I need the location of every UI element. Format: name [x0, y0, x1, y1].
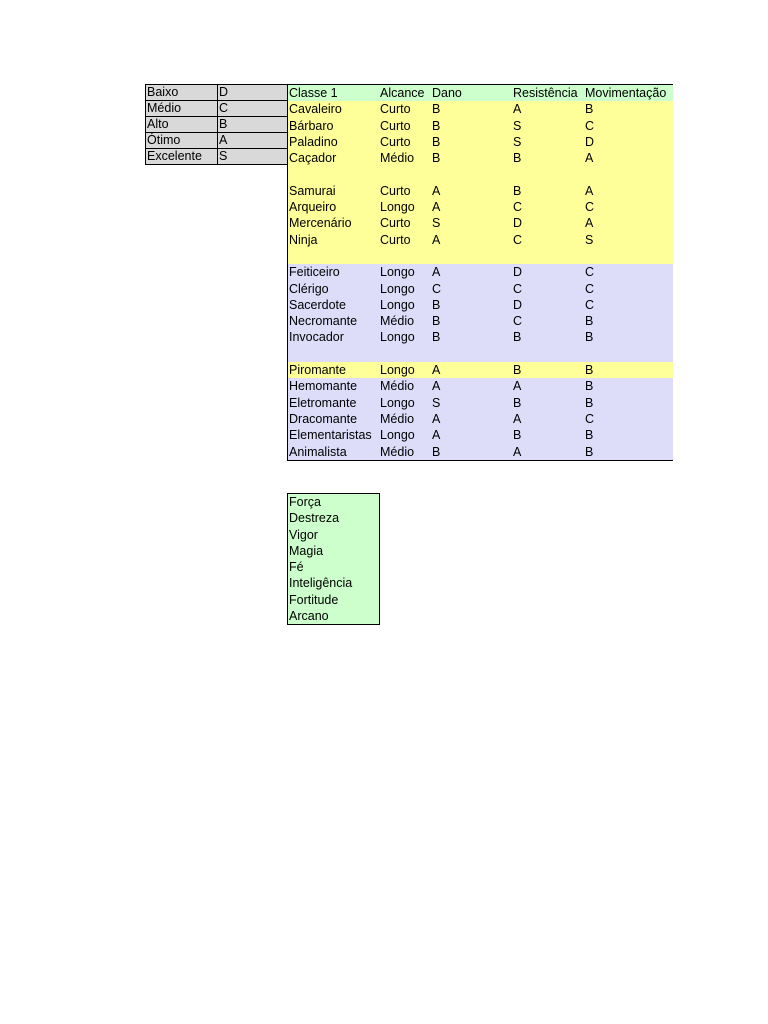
class-damage: C — [432, 281, 442, 296]
class-resistance: B — [513, 183, 522, 198]
class-damage: S — [432, 216, 441, 231]
class-movement: D — [585, 134, 595, 149]
class-damage: S — [432, 395, 441, 410]
table-row — [288, 378, 673, 394]
class-name: Piromante — [289, 363, 346, 378]
attribute-item: Inteligência — [289, 576, 353, 591]
class-damage: A — [432, 428, 441, 443]
attribute-item: Fé — [289, 560, 304, 575]
class-table-header — [288, 85, 673, 101]
header-class: Classe 1 — [289, 86, 338, 100]
class-range: Médio — [380, 444, 415, 459]
class-movement: A — [585, 151, 594, 166]
legend-row — [146, 117, 290, 133]
class-resistance: A — [513, 379, 522, 394]
class-range: Longo — [380, 265, 415, 280]
class-range: Longo — [380, 428, 415, 443]
class-rows — [288, 101, 673, 460]
class-damage: B — [432, 118, 441, 133]
legend-grade: A — [218, 133, 290, 149]
attribute-item: Vigor — [289, 527, 318, 542]
class-name: Eletromante — [289, 395, 357, 410]
table-row — [288, 150, 673, 166]
class-range: Médio — [380, 314, 415, 329]
attribute-item: Fortitude — [289, 592, 339, 607]
class-range: Longo — [380, 363, 415, 378]
class-damage: A — [432, 411, 441, 426]
class-range: Longo — [380, 200, 415, 215]
class-range: Curto — [380, 118, 411, 133]
class-resistance: B — [513, 363, 522, 378]
class-name: Paladino — [289, 134, 338, 149]
class-resistance: A — [513, 102, 522, 117]
grade-legend-table — [145, 84, 290, 165]
legend-level: Médio — [146, 101, 218, 117]
class-name: Animalista — [289, 444, 347, 459]
class-movement: S — [585, 232, 594, 247]
table-row — [288, 215, 673, 231]
class-range — [380, 346, 432, 362]
class-name: Ninja — [289, 232, 318, 247]
class-damage: A — [432, 183, 441, 198]
header-resistance: Resistência — [513, 86, 578, 100]
class-name: Caçador — [289, 151, 337, 166]
class-range: Curto — [380, 216, 411, 231]
class-name: Hemomante — [289, 379, 358, 394]
class-resistance: C — [513, 281, 523, 296]
legend-grade: S — [218, 149, 290, 165]
class-resistance: C — [513, 314, 523, 329]
table-row — [288, 101, 673, 117]
table-row — [288, 134, 673, 150]
class-stats-table — [287, 84, 673, 461]
class-range — [380, 166, 432, 182]
class-damage: B — [432, 314, 441, 329]
class-resistance: B — [513, 151, 522, 166]
class-movement — [585, 346, 673, 362]
table-row — [288, 183, 673, 199]
class-movement: B — [585, 363, 594, 378]
class-damage — [432, 346, 513, 362]
table-row — [288, 346, 673, 362]
table-row — [288, 329, 673, 345]
class-resistance: A — [513, 411, 522, 426]
class-movement: C — [585, 265, 595, 280]
table-row — [288, 395, 673, 411]
class-movement: B — [585, 314, 594, 329]
class-resistance: B — [513, 330, 522, 345]
attribute-item: Arcano — [289, 609, 329, 624]
class-movement: A — [585, 216, 594, 231]
class-resistance: D — [513, 297, 523, 312]
class-movement: C — [585, 200, 595, 215]
class-resistance — [513, 346, 585, 362]
class-movement: B — [585, 102, 594, 117]
class-movement: C — [585, 411, 595, 426]
class-resistance: D — [513, 216, 523, 231]
attributes-list — [287, 493, 380, 625]
class-name: Necromante — [289, 314, 358, 329]
class-name: Bárbaro — [289, 118, 334, 133]
class-name: Arqueiro — [289, 200, 337, 215]
table-row — [288, 264, 673, 280]
class-resistance: D — [513, 265, 523, 280]
class-resistance: B — [513, 395, 522, 410]
class-range: Longo — [380, 330, 415, 345]
class-name — [288, 248, 380, 264]
class-movement: B — [585, 330, 594, 345]
class-range: Curto — [380, 102, 411, 117]
table-row — [288, 166, 673, 182]
class-movement: B — [585, 428, 594, 443]
class-name — [288, 166, 380, 182]
class-name: Samurai — [289, 183, 336, 198]
table-row — [288, 248, 673, 264]
class-damage: B — [432, 444, 441, 459]
class-damage: B — [432, 102, 441, 117]
legend-level: Ótimo — [146, 133, 218, 149]
legend-row — [146, 149, 290, 165]
class-damage: A — [432, 265, 441, 280]
class-damage: B — [432, 134, 441, 149]
class-damage: A — [432, 363, 441, 378]
class-movement: A — [585, 183, 594, 198]
legend-row — [146, 85, 290, 101]
table-row — [288, 232, 673, 248]
class-resistance — [513, 166, 585, 182]
class-name — [288, 346, 380, 362]
legend-grade: C — [218, 101, 290, 117]
header-movement: Movimentação — [585, 86, 667, 100]
class-resistance — [513, 248, 585, 264]
class-movement: B — [585, 444, 594, 459]
class-name: Mercenário — [289, 216, 352, 231]
class-damage: A — [432, 379, 441, 394]
header-range: Alcance — [380, 86, 425, 100]
class-movement — [585, 166, 673, 182]
class-damage: A — [432, 200, 441, 215]
table-row — [288, 427, 673, 443]
class-name: Cavaleiro — [289, 102, 342, 117]
legend-row — [146, 101, 290, 117]
class-movement — [585, 248, 673, 264]
table-row — [288, 297, 673, 313]
table-row — [288, 281, 673, 297]
table-row — [288, 118, 673, 134]
class-name: Invocador — [289, 330, 344, 345]
table-row — [288, 313, 673, 329]
table-row — [288, 199, 673, 215]
class-name: Sacerdote — [289, 297, 346, 312]
header-damage: Dano — [432, 86, 462, 100]
legend-level: Baixo — [146, 85, 218, 101]
legend-level: Excelente — [146, 149, 218, 165]
class-damage: B — [432, 151, 441, 166]
legend-level: Alto — [146, 117, 218, 133]
class-damage — [432, 248, 513, 264]
class-movement: B — [585, 379, 594, 394]
class-resistance: S — [513, 118, 522, 133]
class-resistance: C — [513, 232, 523, 247]
legend-grade: D — [218, 85, 290, 101]
class-range: Médio — [380, 151, 415, 166]
class-damage — [432, 166, 513, 182]
legend-grade: B — [218, 117, 290, 133]
class-range: Curto — [380, 134, 411, 149]
class-range: Longo — [380, 297, 415, 312]
class-name: Elementaristas — [289, 428, 372, 443]
class-resistance: C — [513, 200, 523, 215]
class-range: Médio — [380, 411, 415, 426]
attribute-item: Magia — [289, 543, 324, 558]
table-row — [288, 411, 673, 427]
class-name: Dracomante — [289, 411, 358, 426]
class-damage: B — [432, 297, 441, 312]
class-resistance: B — [513, 428, 522, 443]
class-resistance: A — [513, 444, 522, 459]
class-range — [380, 248, 432, 264]
class-movement: C — [585, 118, 595, 133]
legend-row — [146, 133, 290, 149]
class-name: Feiticeiro — [289, 265, 340, 280]
attribute-item: Destreza — [289, 511, 340, 526]
class-name: Clérigo — [289, 281, 329, 296]
attribute-item: Força — [289, 495, 321, 509]
class-range: Longo — [380, 281, 415, 296]
class-range: Longo — [380, 395, 415, 410]
class-resistance: S — [513, 134, 522, 149]
class-movement: C — [585, 281, 595, 296]
class-damage: A — [432, 232, 441, 247]
class-damage: B — [432, 330, 441, 345]
class-movement: B — [585, 395, 594, 410]
table-row — [288, 444, 673, 460]
class-range: Médio — [380, 379, 415, 394]
class-movement: C — [585, 297, 595, 312]
class-range: Curto — [380, 232, 411, 247]
table-row — [288, 362, 673, 378]
class-range: Curto — [380, 183, 411, 198]
